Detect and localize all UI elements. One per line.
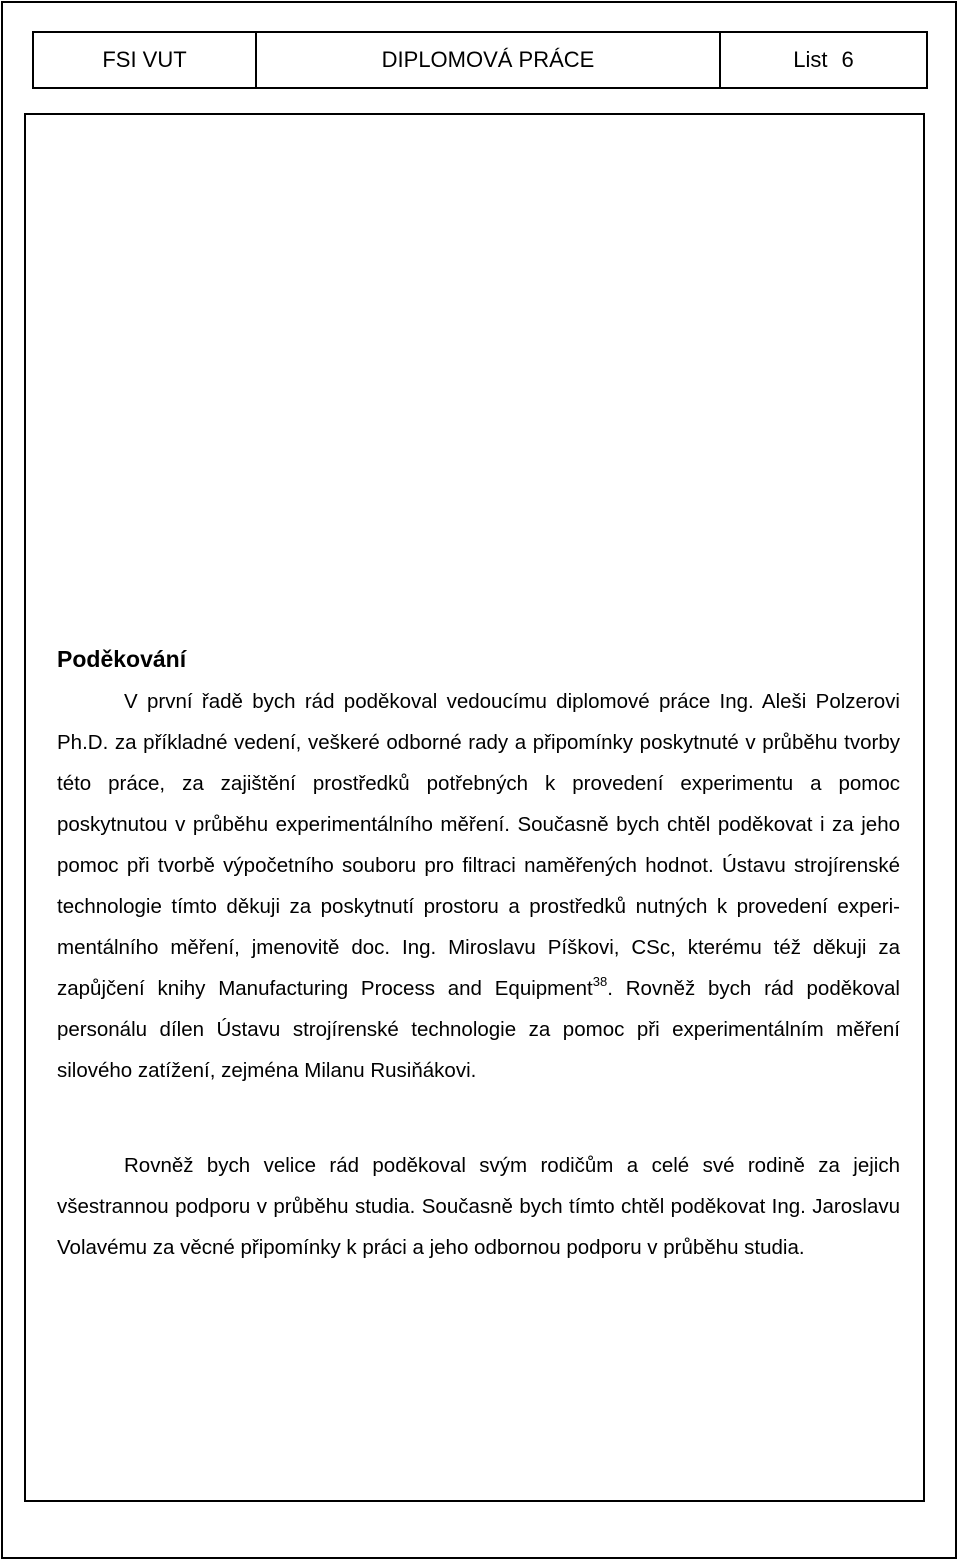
header-page-info: [719, 33, 926, 87]
citation-reference: 38: [592, 974, 608, 989]
header-document-type: DIPLOMOVÁ PRÁCE: [255, 33, 719, 87]
header-institution: FSI VUT: [102, 47, 187, 72]
paragraph-1-text-continued: . Rovněž bych rád poděkoval personálu dílen Ústavu strojírenské technologie za pomoc při experimentálním měření silového zatížení, zejména Milanu Rusiňákovi.: [57, 977, 900, 1082]
acknowledgements-heading: Poděkování: [57, 646, 187, 672]
acknowledgements-paragraph-1: [57, 681, 900, 1091]
acknowledgements-paragraph-2: Rovněž bych velice rád poděkoval svým rodičům a celé své rodině za jejich všestrannou podporu v průběhu studia. Současně bych tímto chtěl poděkovat Ing. Jaroslavu Volavému za věcné připomínky k práci a jeho odbornou podporu v průběhu studia.: [57, 1154, 900, 1259]
page-header: [32, 31, 928, 89]
page-label: List: [793, 47, 828, 72]
page-number: 6: [841, 47, 854, 72]
paragraph-1-text: V první řadě bych rád poděkoval vedoucímu diplomové práce Ing. Aleši Polzerovi Ph.D. za příkladné vedení, veškeré odborné rady a připomínky poskytnuté v průběhu tvorby této práce, za zajištění prostředků potřebných k provedení experimentu a pomoc poskytnutou v průběhu experimentálního měření. Současně bych chtěl poděkovat i za jeho pomoc při tvorbě výpočetního souboru pro filtraci naměřených hodnot. Ústavu strojírenské technologie tímto děkuji za poskytnutí prostoru a prostředků nutných k provedení experimentálního měření, jmenovitě doc. Ing. Miroslavu Píškovi, CSc, kterému též děkuji za zapůjčení knihy Manufacturing Process and Equipment: [57, 690, 900, 1000]
